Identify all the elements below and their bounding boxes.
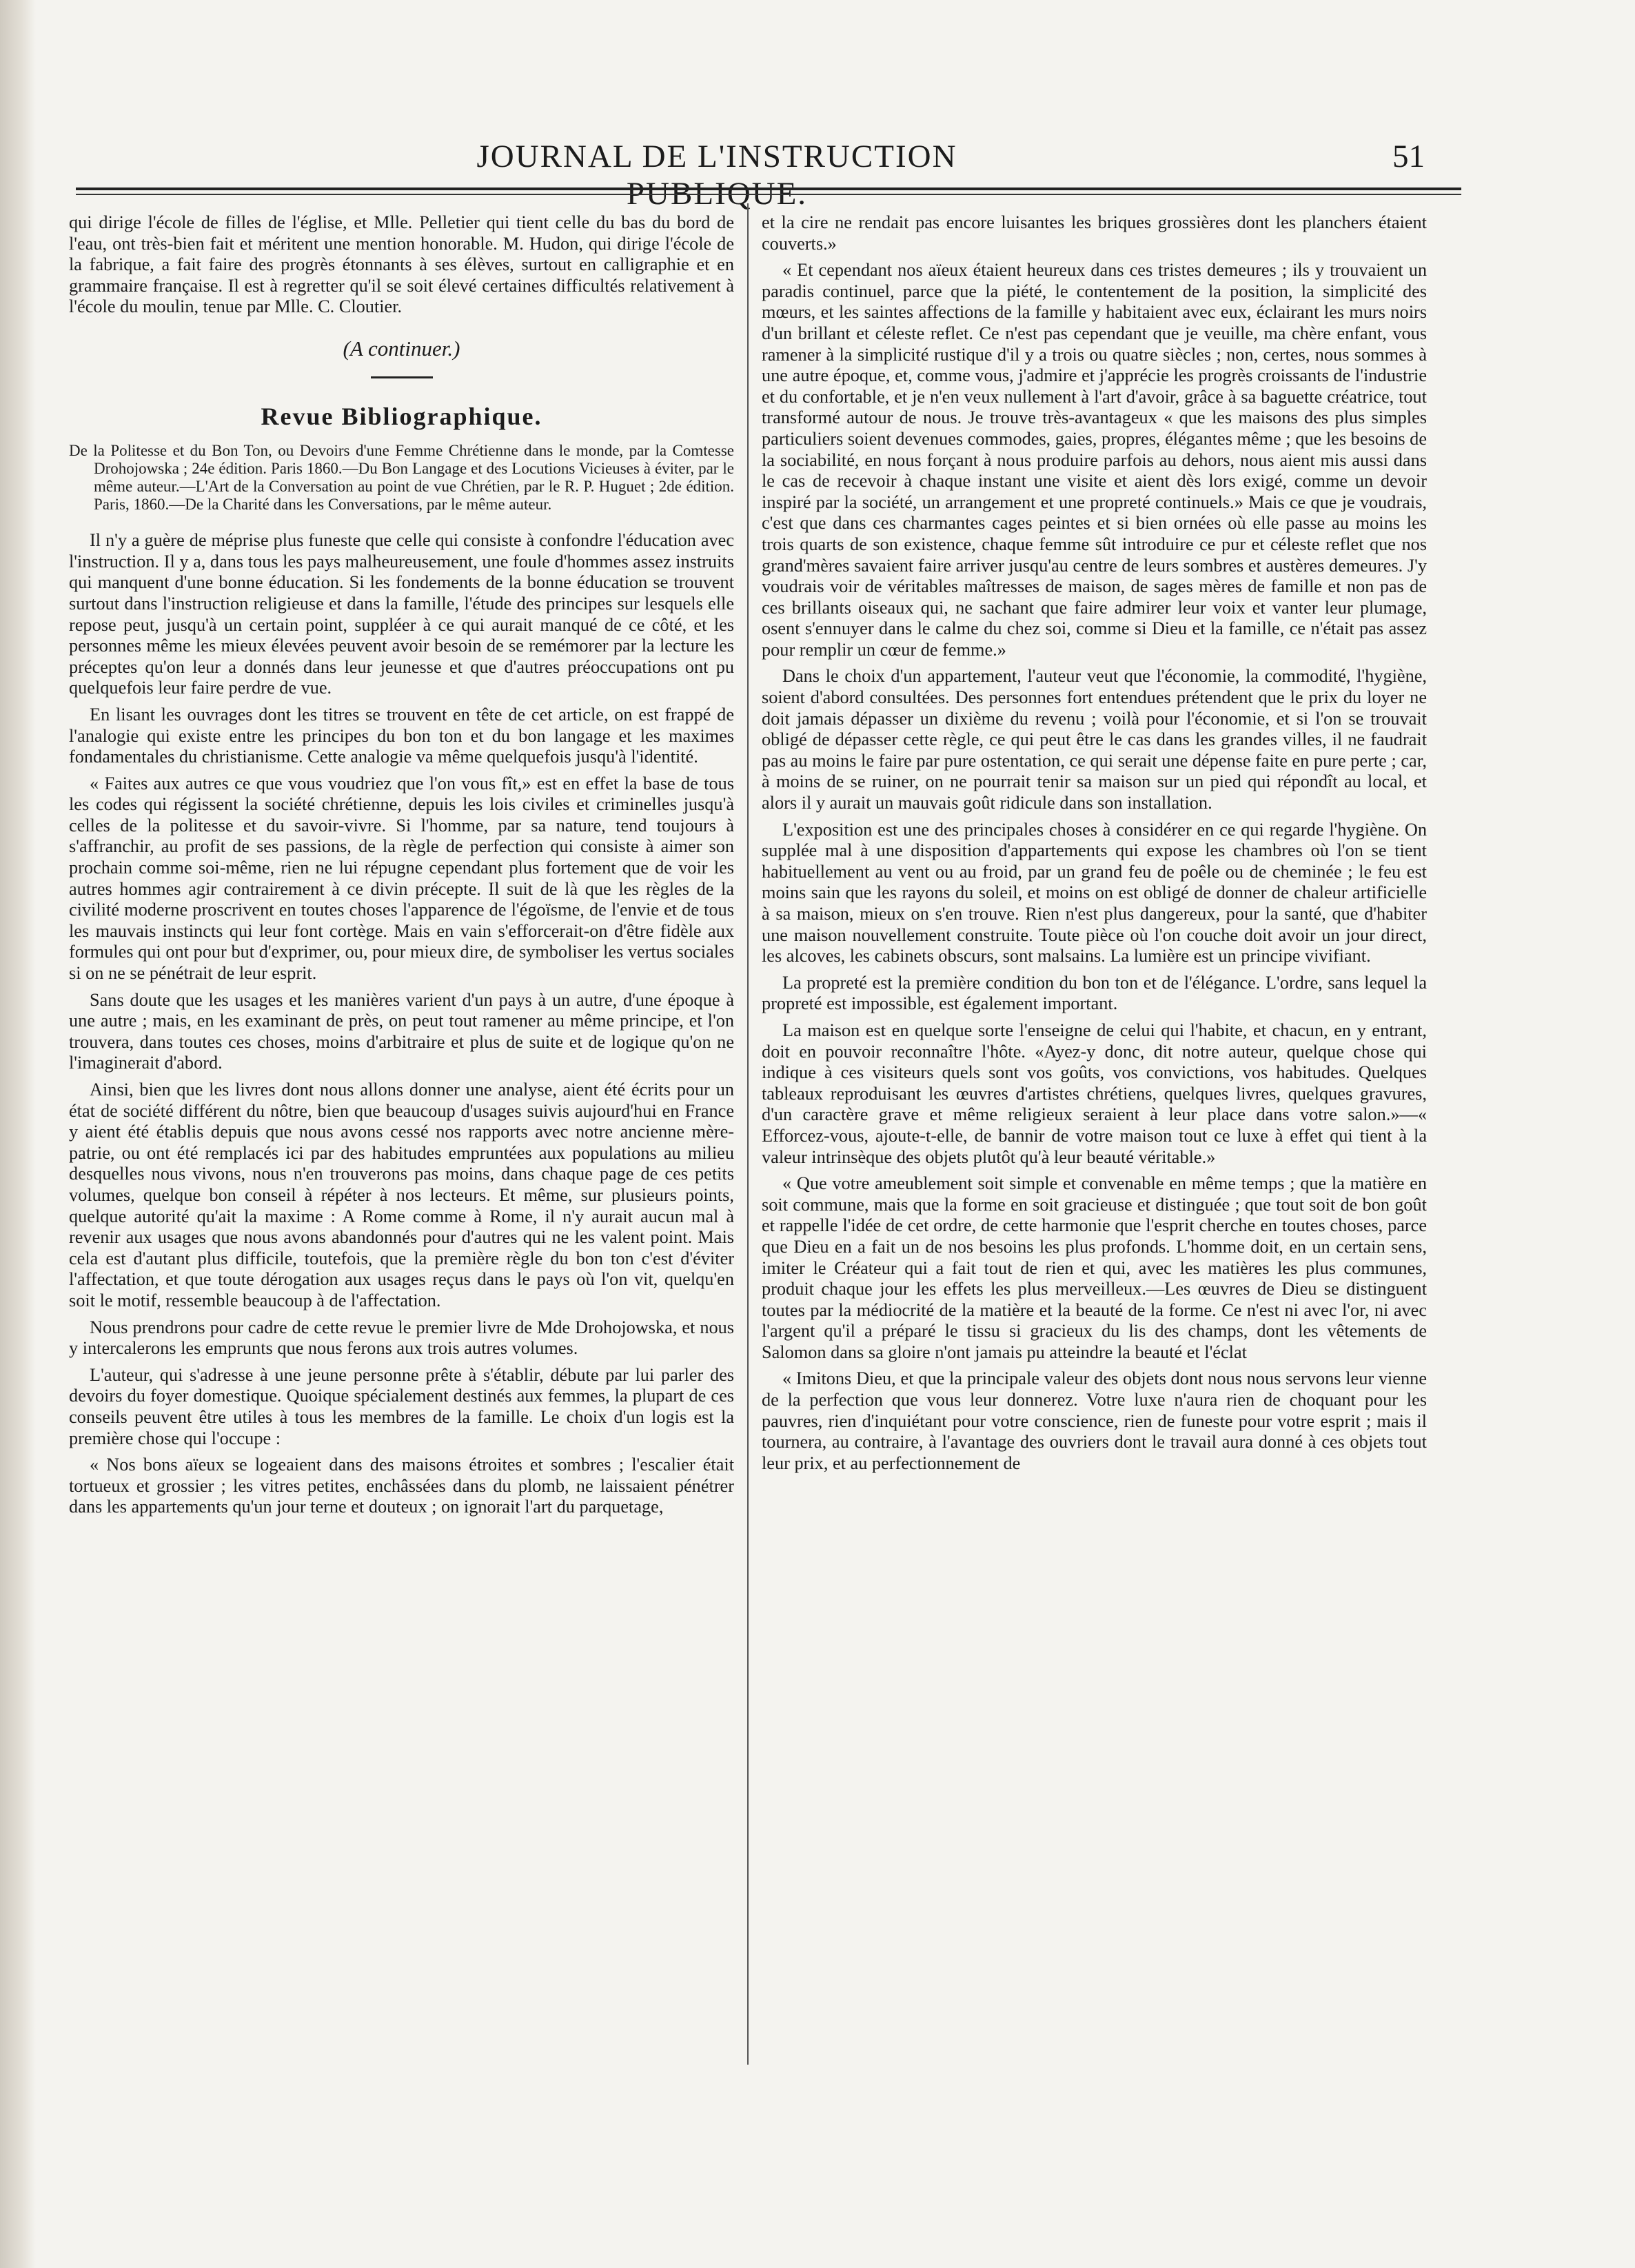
body-paragraph: « Imitons Dieu, et que la principale valeur des objets dont nous nous servons leur vienne de la perfection que vous leur donnerez. Votre luxe n'aura rien de choquant pour les pauvres, rien d'inquiétant pour votre conscience, rien de funeste pour votre esprit ; mais il tournera, au contraire, à l'avantage des ouvriers dont le travail aura donné à ces objets tout leur prix, et au perfectionnement de [762,1368,1427,1473]
body-paragraph: La propreté est la première condition du bon ton et de l'élégance. L'ordre, sans lequel la propreté est impossible, est également important. [762,972,1427,1014]
body-paragraph: Ainsi, bien que les livres dont nous allons donner une analyse, aient été écrits pour un état de société différent du nôtre, bien que beaucoup d'usages suivis aujourd'hui en France y aient été établis depuis que nous avons cessé nos rapports avec notre ancienne mère-patrie, ou ont été remplacés ici par des habitudes empruntées aux populations au milieu desquelles nous vivons, nous n'en trouverons pas moins, dans chaque page de ces petits volumes, quelque bon conseil à répéter à nos lecteurs. Et même, sur plusieurs points, quelque autorité qu'ait la maxime : A Rome comme à Rome, il n'y aurait aucun mal à revenir aux usages que nous avons abandonnés pour d'autres qui ne les valent point. Mais cela est d'autant plus difficile, toutefois, que la première règle du bon ton c'est d'éviter l'affectation, et que toute dérogation aux usages reçus dans le pays où l'on vit, quelqu'en soit le motif, ressemble beaucoup à de l'affectation. [69,1080,734,1310]
running-title: JOURNAL DE L'INSTRUCTION [476,139,957,174]
body-paragraph: Sans doute que les usages et les manières varient d'un pays à un autre, d'une époque à une autre ; mais, en les examinant de près, on peut tout ramener au même principe, et l'on trouvera, dans toutes ces choses, moins d'arbitraire et plus de suite et de logique qu'on ne l'imaginerait d'abord. [69,989,734,1073]
body-paragraph: La maison est en quelque sorte l'enseigne de celui qui l'habite, et chacun, en y entrant, doit en pouvoir reconnaître l'hôte. «Ayez-y donc, dit notre auteur, quelque chose qui indique à ces visiteurs quels sont vos goûts, vos convictions, vos habitudes. Quelques tableaux reproduisant les œuvres d'artistes chrétiens, quelques livres, quelques gravures, d'un caractère grave et même religieux seraient à leur place dans votre salon.»—« Efforcez-vous, ajoute-t-elle, de bannir de votre maison tout ce luxe à effet qui tient à la valeur intrinsèque des objets plutôt qu'à leur beauté véritable.» [762,1020,1427,1167]
body-paragraph: et la cire ne rendait pas encore luisantes les briques grossières dont les planchers étaient couverts.» [762,212,1427,254]
body-paragraph: Il n'y a guère de méprise plus funeste que celle qui consiste à confondre l'éducation avec l'instruction. Il y a, dans tous les pays malheureusement, une foule d'hommes assez instruits qui manquent d'une bonne éducation. Si les fondements de la bonne éducation se trouvent surtout dans l'instruction religieuse et dans la famille, l'étude des principes sur lesquels elle repose peut, jusqu'à un certain point, suppléer à ce qui aurait manqué de ce côté, et les personnes même les mieux élevées peuvent avoir besoin de se remémorer par la lecture les préceptes qu'on leur a donnés dans leur jeunesse et que d'autres préoccupations ont pu quelquefois leur faire perdre de vue. [69,530,734,698]
body-paragraph: Nous prendrons pour cadre de cette revue le premier livre de Mde Drohojowska, et nous y intercalerons les emprunts que nous ferons aux trois autres volumes. [69,1317,734,1359]
right-column [762,212,1427,1479]
body-paragraph: « Et cependant nos aïeux étaient heureux dans ces tristes demeures ; ils y trouvaient un paradis continuel, parce que la piété, le contentement de la position, la simplicité des mœurs, et les saintes affections de la famille y habitaient avec eux, éclairant les murs noirs d'un brillant et céleste reflet. Ce n'est pas cependant que je veuille, ma chère enfant, vous ramener à la simplicité rustique d'il y a trois ou quatre siècles ; non, certes, nous sommes à une autre époque, et, comme vous, j'admire et j'apprécie les progrès croissants de l'industrie et du confortable, et je n'en veux nullement à l'art d'avoir, grâce à sa baguette créatrice, tout transformé autour de nous. Je trouve très-avantageux « que les maisons des plus simples particuliers soient devenues commodes, gaies, propres, élégantes même ; que les besoins de la sociabilité, en nous forçant à nous produire parfois au dehors, nous aient mis aussi dans le cas de recevoir à chaque instant une visite et aient dès lors exigé, comme un devoir inspiré par la société, un arrangement et une propreté continuels.» Mais ce que je voudrais, c'est que dans ces charmantes cages peintes et si bien ornées où elle passe au moins les trois quarts de son existence, chaque femme sût introduire ce pur et céleste reflet que nos grand'mères savaient faire arriver jusqu'au centre de leurs sombres et austères demeures. J'y voudrais voir de véritables maîtresses de maison, de sages mères de famille et non pas de ces brillants oiseaux qui, ne sachant que faire admirer leur voix et vanter leur plumage, osent s'ennuyer dans le calme du chez soi, comme si Dieu et la famille, ce n'était pas assez pour remplir un cœur de femme.» [762,260,1427,660]
book-citations: De la Politesse et du Bon Ton, ou Devoirs d'une Femme Chrétienne dans le monde, par la Comtesse Drohojowska ; 24e édition. Paris 1860.—Du Bon Langage et des Locutions Vicieuses à éviter, par le même auteur.—L'Art de la Conversation au point de vue Chrétien, par le R. P. Huguet ; 2de édition. Paris, 1860.—De la Charité dans les Conversations, par le même auteur. [69,442,734,514]
column-divider [747,203,749,2065]
body-paragraph: Dans le choix d'un appartement, l'auteur veut que l'économie, la commodité, l'hygiène, soient d'abord consultées. Des personnes fort entendues prétendent que le prix du loyer ne doit jamais dépasser un dixième du revenu ; voilà pour l'économie, et si l'on se trouvait obligé de dépasser cette règle, ce qui peut être le cas dans les grandes villes, il ne faudrait pas au moins le faire par pure ostentation, ce qui serait une dépense faite en pure perte ; car, à moins de se ruiner, on ne pourrait tenir sa maison sur un pied qui répondît au local, et alors il y aurait un mauvais goût ridicule dans son installation. [762,666,1427,813]
page-spine-shadow [0,0,36,2268]
body-paragraph: L'auteur, qui s'adresse à une jeune personne prête à s'établir, débute par lui parler des devoirs du foyer domestique. Quoique spécialement destinés aux femmes, la plupart de ces conseils peuvent être utiles à tous les membres de la famille. Le choix d'un logis est la première chose qui l'occupe : [69,1364,734,1448]
intro-paragraph: qui dirige l'école de filles de l'église, et Mlle. Pelletier qui tient celle du bas du bord de l'eau, ont très-bien fait et méritent une mention honorable. M. Hudon, qui dirige l'école de la fabrique, a fait faire des progrès étonnants à ses élèves, surtout en calligraphie et en grammaire française. Il est à regretter qu'il se soit élevé certaines difficultés relativement à l'école du moulin, tenue par Mlle. C. Cloutier. [69,212,734,317]
page-header [0,0,1635,196]
left-column [69,212,734,1523]
body-paragraph: « Que votre ameublement soit simple et convenable en même temps ; que la matière en soit commune, mais que la forme en soit gracieuse et distinguée ; que tout soit de bon goût et rappelle l'idée de cet ordre, de cette harmonie que l'esprit cherche en toutes choses, parce que Dieu en a fait un de nos besoins les plus profonds. L'homme doit, en un certain sens, imiter le Créateur qui a fait tout de rien et qui, avec les matières les plus communes, produit chaque jour les effets les plus merveilleux.—Les œuvres de Dieu se distinguent toutes par la médiocrité de la matière et la beauté de la forme. Ce n'est ni avec l'or, ni avec l'argent qu'il a préparé le tissu si gracieux du lis des champs, dont les vêtements de Salomon dans sa gloire n'ont jamais pu atteindre la beauté et l'éclat [762,1173,1427,1362]
header-rule-thick [76,188,1461,190]
section-separator [371,376,433,378]
page-number: 51 [1392,139,1425,174]
body-paragraph: « Nos bons aïeux se logeaient dans des maisons étroites et sombres ; l'escalier était tortueux et grossier ; les vitres petites, enchâssées dans du plomb, ne laissaient pénétrer dans les appartements qu'un jour terne et douteux ; on ignorait l'art du parquetage, [69,1455,734,1517]
body-paragraph: « Faites aux autres ce que vous voudriez que l'on vous fît,» est en effet la base de tous les codes qui régissent la société chrétienne, depuis les lois civiles et criminelles jusqu'à celles de la politesse et du savoir-vivre. Si l'homme, par sa nature, tend toujours à s'affranchir, au profit de ses passions, de la règle de perfection qui consiste à aimer son prochain comme soi-même, rien ne lui répugne cependant plus fortement que de voir les autres hommes agir contrairement à ce divin précepte. Il suit de là que les règles de la civilité moderne proscrivent en toutes choses l'apparence de l'égoïsme, de l'envie et de tous les mauvais instincts qui leur font cortège. Mais en vain s'efforcerait-on d'être fidèle aux formules qui ont pour but d'exprimer, ou, pour mieux dire, de symboliser les vertus sociales si on ne se pénétrait de leur esprit. [69,773,734,984]
body-paragraph: L'exposition est une des principales choses à considérer en ce qui regarde l'hygiène. On supplée mal à une disposition d'appartements qui expose les chambres où l'on se tient habituellement au vent ou au froid, par un grand feu de poêle ou de cheminée ; le feu est moins sain que les rayons du soleil, et moins on est obligé de donner de chaleur artificielle à sa maison, mieux on s'en trouve. Rien n'est plus dangereux, pour la santé, que d'habiter une maison nouvellement construite. Toute pièce où l'on couche doit avoir un jour direct, les alcoves, les cabinets obscurs, sont malsains. La lumière est un principe vivifiant. [762,819,1427,966]
body-paragraph: En lisant les ouvrages dont les titres se trouvent en tête de cet article, on est frappé de l'analogie qui existe entre les principes du bon ton et du bon langage et les maximes fondamentales du christianisme. Cette analogie va même quelquefois jusqu'à l'identité. [69,704,734,767]
continuation-note: (A continuer.) [343,336,460,361]
header-rule-thin [76,194,1461,195]
section-title: Revue Bibliographique. [261,402,542,430]
